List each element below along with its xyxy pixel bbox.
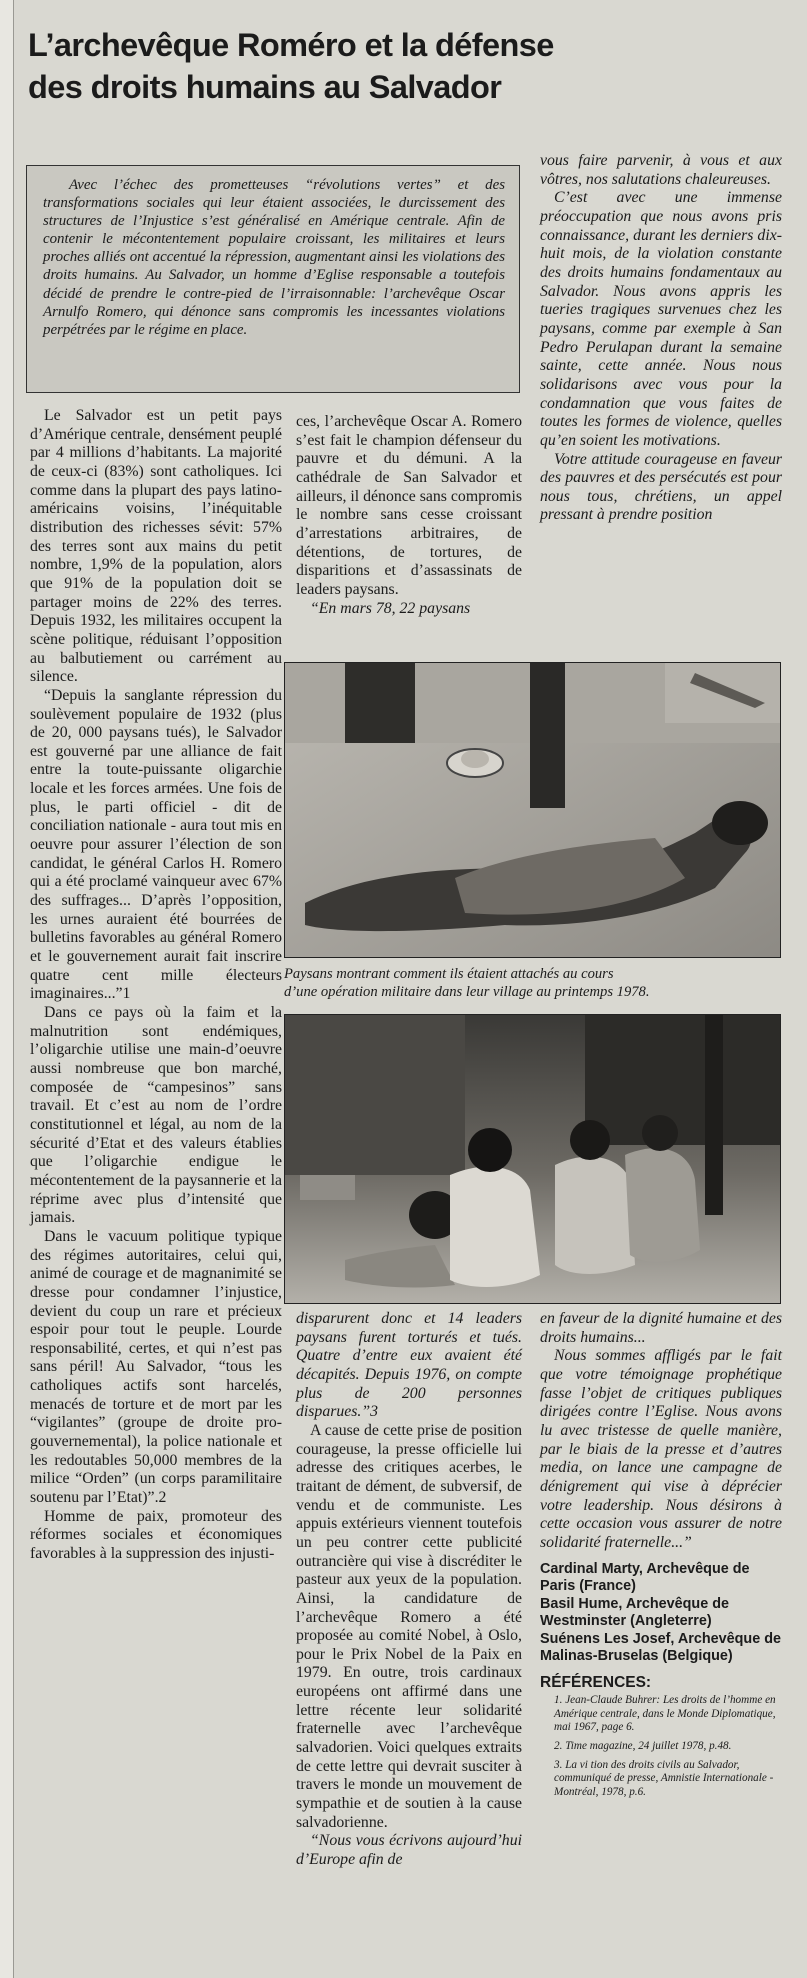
photo-peasants-sitting-image xyxy=(285,1015,780,1303)
page-edge xyxy=(0,0,14,1978)
col1-paragraph: Le Salvador est un petit pays d’Amérique centrale, densément peuplé par 4 millions d’habitants. La majorité de ceux-ci (83%) sont catholiques. Ici comme dans la plupart des pays latino-américains voisins, l’inéquitable distribution des richesses sévit: 57% des terres sont aux mains du petit nombre, 1,9% de la population, alors que 91% de la population doit se partager moins de 22% des terres. Depuis 1932, les militaires occupent la scène politique, réduisant l’opposition au balbutiement ou carrément au silence. xyxy=(30,407,282,686)
col2-paragraph: “En mars 78, 22 paysans xyxy=(310,599,471,617)
col3-paragraph: vous faire parvenir, à vous et aux vôtres, nos salutations chaleureuses. xyxy=(540,152,782,188)
reference-item: 3. La vi tion des droits civils au Salvador, communiqué de presse, Amnistie Internationale - Montréal, 1978, p.6. xyxy=(554,1758,774,1798)
col3-paragraph: Votre attitude courageuse en faveur des pauvres et des persécutés est pour nous tous, chrétiens, un appel pressant à prendre position xyxy=(540,450,782,524)
signers-list xyxy=(540,1561,782,1666)
caption-line-1: Paysans montrant comment ils étaient attachés au cours xyxy=(284,966,614,982)
col1-paragraph: Dans le vacuum politique typique des régimes autoritaires, celui qui, animé de courage et de magnanimité se dresse pour condamner l’injustice, devient du coup un rare et précieux espoir pour tout le peuple. Lourde responsabilité, certes, et qui n’est pas sans péril! Au Salvador, “tous les catholiques actifs sont harcelés, menacés de torture et de mort par les “vigilantes” (groupe de droite pro-gouvernemental), la police nationale et les redoutables 50,000 membres de la milice “Orden” (un corps paramilitaire soutenu par l’Etat)”.2 xyxy=(30,1227,282,1507)
col1-paragraph: Dans ce pays où la faim et la malnutrition sont endémiques, l’oligarchie utilise une main-d’oeuvre aussi nombreuse que bon marché, composée de “campesinos” sans travail. Et c’est au nom de l’ordre constitutionnel et légal, au nom de la sécurité d’Etat et des valeurs établies que l’oligarchie endigue le mécontentement de la paysannerie et la réprime avec plus d’intensité que jamais. xyxy=(30,1004,282,1227)
signer: Cardinal Marty, Archevêque de Paris (France) xyxy=(540,1560,750,1595)
title-line-2: des droits humains au Salvador xyxy=(28,69,502,105)
photo-caption xyxy=(284,965,784,1001)
photo-peasants-lying-image xyxy=(285,663,780,957)
column-2-bottom xyxy=(296,1310,522,1870)
col2b-paragraph: A cause de cette prise de position courageuse, la presse officielle lui adresse des critiques acerbes, le traitant de dément, de subversif, de vendu et de communiste. Les appuis extérieurs viennent toutefois un peu contrer cette publicité outrancière qui vise à discréditer le pasteur aux yeux de la population. Ainsi, la candidature de l’archevêque Romero a été proposée au comité Nobel, à Oslo, pour le Prix Nobel de la Paix en 1979. En outre, trois cardinaux européens ont affirmé dans une lettre récente leur solidarité fraternelle avec l’archevêque salvadorien. Voici quelques extraits de cette lettre qui devrait susciter à travers le monde un mouvement de sympathie et de soutien à la cause salvadorienne. xyxy=(296,1421,522,1831)
col2-paragraph: ces, l’archevêque Oscar A. Romero s’est fait le champion défenseur du pauvre et du démuni. A la cathédrale de San Salvador et ailleurs, il dénonce sans compromis le nombre sans cesse croissant d’arrestations arbitraires, de détentions, de tortures, de disparitions et d’assassinats de leaders paysans. xyxy=(296,413,522,598)
col3b-paragraph: Nous sommes affligés par le fait que votre témoignage prophétique fasse l’objet de critiques publiques dirigées contre l’Eglise. Nous avons lu avec tristesse de quelle manière, par le biais de la presse et d’autres media, on lance une campagne de dénigrement qui vise à déprécier votre leadership. Nous désirons à cette occasion vous assurer de notre solidarité fraternelle...” xyxy=(540,1347,782,1551)
reference-item: 1. Jean-Claude Buhrer: Les droits de l’homme en Amérique centrale, dans le Monde Diplomatique, mai 1967, page 6. xyxy=(554,1694,776,1734)
col2b-paragraph: “Nous vous écrivons aujourd’hui d’Europe afin de xyxy=(296,1832,522,1869)
column-3-bottom xyxy=(540,1310,782,1804)
col3-paragraph: C’est avec une immense préoccupation que nous avons pris connaissance, durant les derniers dix-huit mois, de la violation constante des droits humains fondamentaux au Salvador. Nous avons appris les tueries tragiques survenues chez les paysans, comme par exemple à San Pedro Perulapan durant la semaine sainte, cette année. Nous nous solidarisons avec vous pour la condamnation que vous faites de toutes les formes de violence, quelles qu’en soient les motivations. xyxy=(540,189,782,449)
article-title xyxy=(28,24,788,108)
col1-paragraph: Homme de paix, promoteur des réformes sociales et économiques favorables à la suppression des injusti- xyxy=(30,1507,282,1563)
photo-peasants-lying xyxy=(284,662,781,958)
col3b-paragraph: en faveur de la dignité humaine et des droits humains... xyxy=(540,1310,782,1346)
reference-item: 2. Time magazine, 24 juillet 1978, p.48. xyxy=(554,1739,732,1752)
intro-box xyxy=(26,165,520,393)
references-title: RÉFÉRENCES: xyxy=(540,1673,652,1691)
intro-text: Avec l’échec des prometteuses “révolutions vertes” et des transformations sociales qui leur étaient associées, le durcissement des structures de l’Injustice s’est généralisé en Amérique centrale. Afin de contenir le mécontentement populaire croissant, les militaires et leurs proches alliés ont accentué la répression, augmentant ainsi les violations des droits humains. Au Salvador, un homme d’Eglise responsable a toutefois décidé de prendre le contre-pied de l’irraisonnable: l’archevêque Oscar Arnulfo Romero, qui dénonce sans compromis les incessantes violations perpétrées par le régime en place. xyxy=(43,177,505,338)
photo-peasants-sitting xyxy=(284,1014,781,1304)
column-2-top xyxy=(296,413,522,618)
col1-paragraph: “Depuis la sanglante répression du soulèvement populaire de 1932 (plus de 20, 000 paysans tués), le Salvador est gouverné par une alliance de fait entre la toute-puissante oligarchie locale et les forces armées. Une fois de plus, le parti officiel - dit de conciliation nationale - aura tout mis en oeuvre pour assurer l’élection de son candidat, le général Carlos H. Romero qui a été proclamé vainqueur avec 67% des suffrages... D’après l’opposition, les urnes auraient été bourrées de bulletins favorables au général Romero et le gouvernement aurait fait inscrire quatre cent mille électeurs imaginaires...”1 xyxy=(30,686,282,1003)
column-3-top xyxy=(540,152,782,525)
references-list xyxy=(540,1694,782,1799)
caption-line-2: d’une opération militaire dans leur village au printemps 1978. xyxy=(284,984,650,1000)
title-line-1: L’archevêque Roméro et la défense xyxy=(28,27,554,63)
signer: Suénens Les Josef, Archevêque de Malinas-Bruselas (Belgique) xyxy=(540,1630,782,1665)
col2b-paragraph: disparurent donc et 14 leaders paysans furent torturés et tués. Quatre d’entre eux avaient été décapités. Depuis 1976, on compte plus de 200 personnes disparues.”3 xyxy=(296,1310,522,1421)
signer: Basil Hume, Archevêque de Westminster (Angleterre) xyxy=(540,1595,730,1630)
column-1 xyxy=(30,407,282,1564)
